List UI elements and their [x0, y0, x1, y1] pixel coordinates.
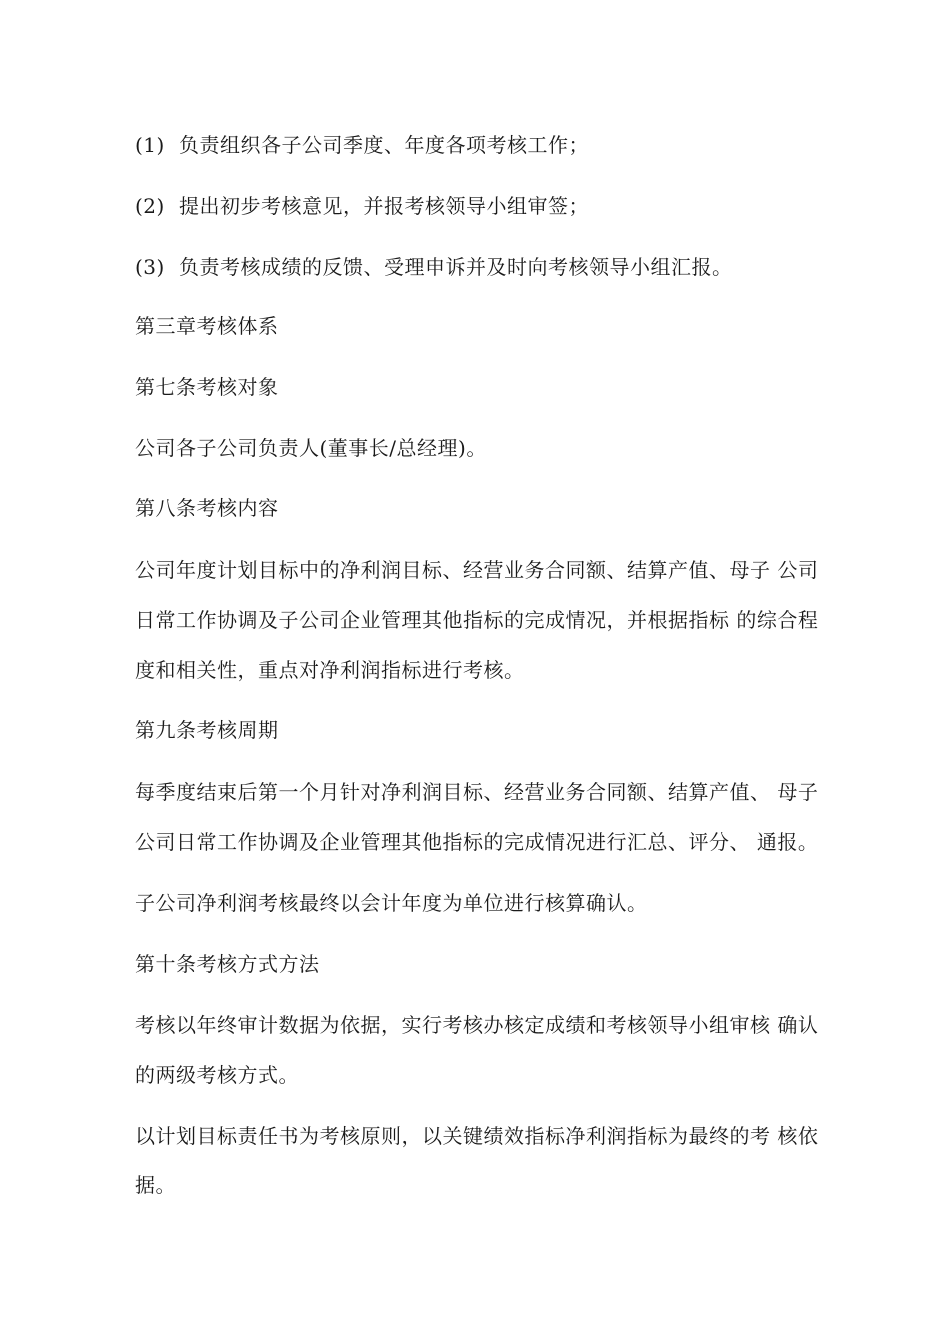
article-8-heading: 第八条考核内容: [135, 496, 279, 520]
article-8-body-line: 度和相关性，重点对净利润指标进行考核。: [135, 658, 525, 682]
article-9-body-line: 子公司净利润考核最终以会计年度为单位进行核算确认。: [135, 891, 648, 915]
article-9-heading: 第九条考核周期: [135, 718, 279, 742]
duty-item-3: [135, 254, 825, 280]
article-10-body-line: 考核以年终审计数据为依据，实行考核办核定成绩和考核领导小组审核 确认: [135, 1013, 819, 1037]
article-9-body-line: 每季度结束后第一个月针对净利润目标、经营业务合同额、结算产值、 母子: [135, 780, 819, 804]
duty-item-1: [135, 132, 825, 158]
item-number: (1): [135, 133, 165, 157]
duty-item-2: [135, 193, 825, 219]
article-10-body-line: 据。: [135, 1173, 176, 1197]
article-10-body-line: 以计划目标责任书为考核原则，以关键绩效指标净利润指标为最终的考 核依: [135, 1124, 819, 1148]
article-9-body-line: 公司日常工作协调及企业管理其他指标的完成情况进行汇总、评分、 通报。: [135, 830, 819, 854]
item-text: 负责考核成绩的反馈、受理申诉并及时向考核领导小组汇报。: [179, 255, 733, 279]
item-text: 负责组织各子公司季度、年度各项考核工作；: [179, 133, 589, 157]
article-10-heading: 第十条考核方式方法: [135, 952, 320, 976]
article-10-body-line: 的两级考核方式。: [135, 1063, 299, 1087]
item-number: (3): [135, 255, 165, 279]
article-7-body: 公司各子公司负责人(董事长/总经理)。: [135, 436, 487, 460]
article-8-body-line: 日常工作协调及子公司企业管理其他指标的完成情况，并根据指标 的综合程: [135, 608, 819, 632]
chapter-heading: 第三章考核体系: [135, 314, 279, 338]
item-number: (2): [135, 194, 165, 218]
item-text: 提出初步考核意见，并报考核领导小组审签；: [179, 194, 589, 218]
article-7-heading: 第七条考核对象: [135, 375, 279, 399]
article-8-body-line: 公司年度计划目标中的净利润目标、经营业务合同额、结算产值、母子 公司: [135, 558, 819, 582]
